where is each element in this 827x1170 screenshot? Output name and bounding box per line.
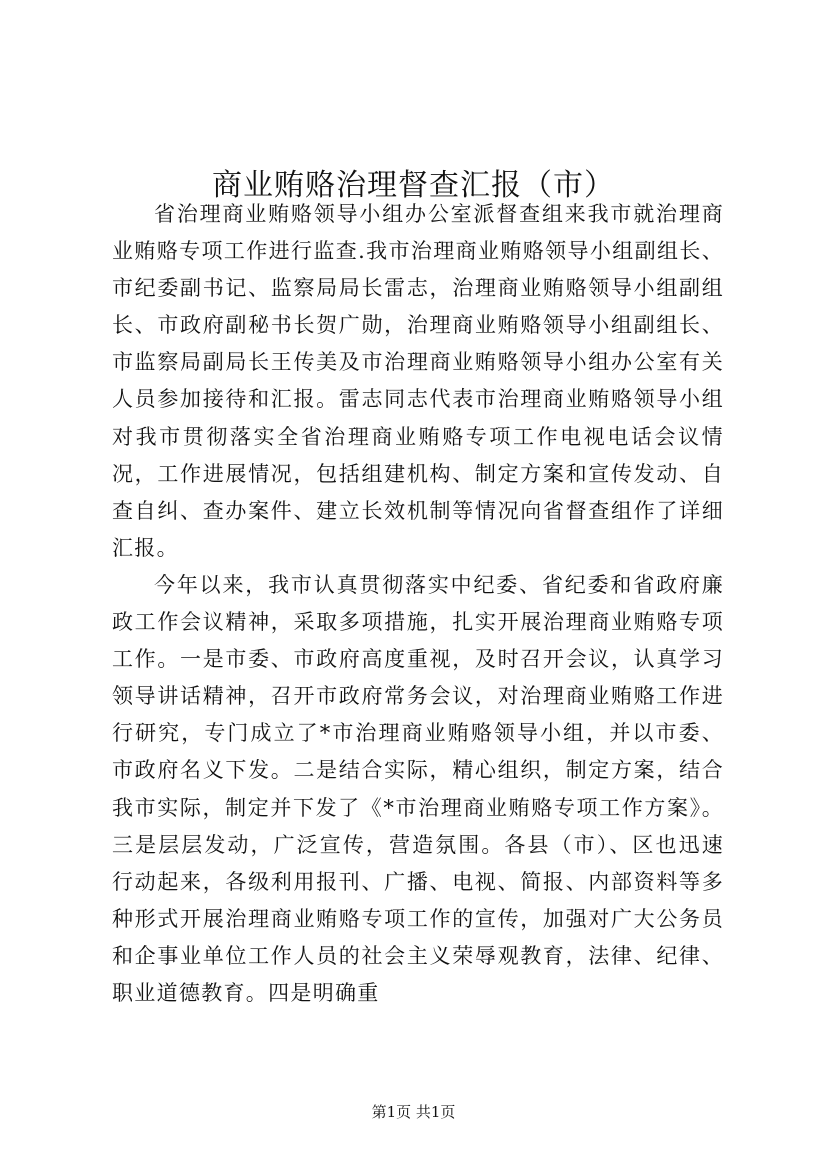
page-footer: 第1页 共1页 <box>371 1103 456 1121</box>
paragraph-2: 今年以来，我市认真贯彻落实中纪委、省纪委和省政府廉政工作会议精神，采取多项措施，扎实开展治理商业贿赂专项工作。一是市委、市政府高度重视，及时召开会议，认真学习领导讲话精神，召开市政府常务会议，对治理商业贿赂工作进行研究，专门成立了*市治理商业贿赂领导小组，并以市委、市政府名义下发。二是结合实际，精心组织，制定方案，结合我市实际，制定并下发了《*市治理商业贿赂专项工作方案》。三是层层发动，广泛宣传，营造氛围。各县（市）、区也迅速行动起来，各级利用报刊、广播、电视、简报、内部资料等多种形式开展治理商业贿赂专项工作的宣传，加强对广大公务员和企事业单位工作人员的社会主义荣辱观教育，法律、纪律、职业道德教育。四是明确重 <box>112 572 724 1005</box>
paragraph-1: 省治理商业贿赂领导小组办公室派督查组来我市就治理商业贿赂专项工作进行监查.我市治理商业贿赂领导小组副组长、市纪委副书记、监察局局长雷志，治理商业贿赂领导小组副组长、市政府副秘书长贺广勋，治理商业贿赂领导小组副组长、市监察局副局长王传美及市治理商业贿赂领导小组办公室有关人员参加接待和汇报。雷志同志代表市治理商业贿赂领导小组对我市贯彻落实全省治理商业贿赂专项工作电视电话会议情况，工作进展情况，包括组建机构、制定方案和宣传发动、自查自纠、查办案件、建立长效机制等情况向省督查组作了详细汇报。 <box>112 202 724 560</box>
document-body <box>112 196 724 1012</box>
document-title: 商业贿赂治理督查汇报（市） <box>212 168 615 204</box>
